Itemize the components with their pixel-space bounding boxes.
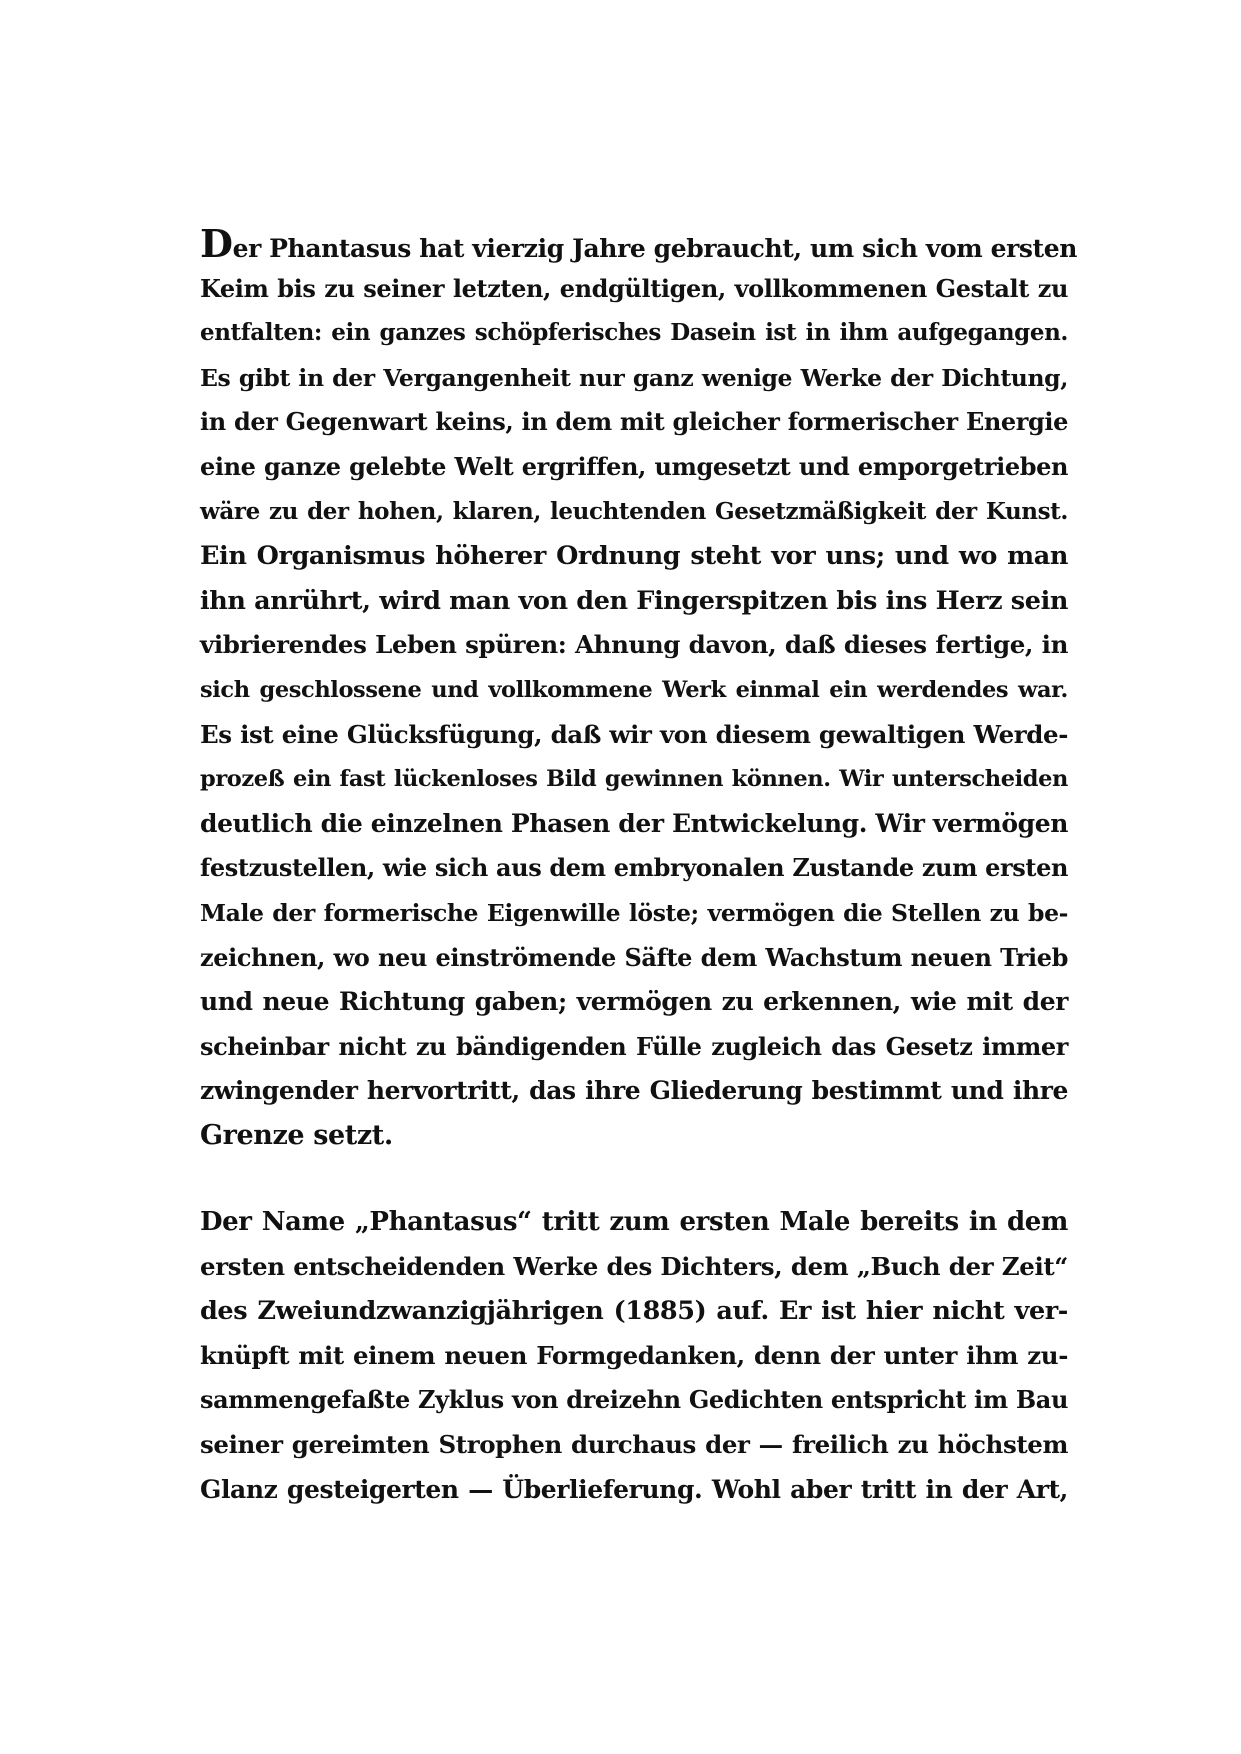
text-line: Ein Organismus höherer Ordnung steht vor uns; und wo man xyxy=(200,541,1068,572)
text-line: sich geschlossene und vollkommene Werk einmal ein werdendes war. xyxy=(200,676,1068,703)
text-line: vibrierendes Leben spüren: Ahnung davon, daß dieses fertige, in xyxy=(200,630,1068,660)
text-line: ersten entscheidenden Werke des Dichters, dem „Buch der Zeit“ xyxy=(200,1251,1068,1281)
text-line: in der Gegenwart keins, in dem mit gleicher formerischer Energie xyxy=(200,407,1068,437)
paragraph-2 xyxy=(200,1200,1068,1512)
text-line: scheinbar nicht zu bändigenden Fülle zugleich das Gesetz immer xyxy=(200,1031,1068,1061)
text-line: Grenze setzt. xyxy=(200,1119,393,1151)
text-line: festzustellen, wie sich aus dem embryonalen Zustande zum ersten xyxy=(200,853,1068,883)
text-line: Glanz gesteigerten — Überlieferung. Wohl aber tritt in der Art, xyxy=(200,1474,1068,1504)
text-line: prozeß ein fast lückenloses Bild gewinnen können. Wir unterscheiden xyxy=(200,766,1068,793)
text-line: zwingender hervortritt, das ihre Gliederung bestimmt und ihre xyxy=(200,1076,1068,1106)
text-line: Der Name „Phantasus“ tritt zum ersten Male bereits in dem xyxy=(200,1207,1068,1237)
text-line: Der Phantasus hat vierzig Jahre gebraucht, um sich vom ersten xyxy=(200,221,1077,266)
text-line: wäre zu der hohen, klaren, leuchtenden Gesetzmäßigkeit der Kunst. xyxy=(200,497,1068,525)
text-line: des Zweiundzwanzigjährigen (1885) auf. Er ist hier nicht ver- xyxy=(200,1296,1068,1327)
text-line: seiner gereimten Strophen durchaus der — freilich zu höchstem xyxy=(200,1429,1068,1459)
text-line: zeichnen, wo neu einströmende Säfte dem Wachstum neuen Trieb xyxy=(200,942,1068,972)
text-line: und neue Richtung gaben; vermögen zu erkennen, wie mit der xyxy=(200,987,1068,1017)
text-line: ihn anrührt, wird man von den Fingerspitzen bis ins Herz sein xyxy=(200,585,1068,616)
text-line: deutlich die einzelnen Phasen der Entwickelung. Wir vermögen xyxy=(200,808,1068,838)
text-line: sammengefaßte Zyklus von dreizehn Gedichten entspricht im Bau xyxy=(200,1385,1068,1415)
text-line: Male der formerische Eigenwille löste; vermögen die Stellen zu be- xyxy=(200,898,1068,927)
text-line: Es ist eine Glücksfügung, daß wir von diesem gewaltigen Werde- xyxy=(200,719,1068,749)
text-line: Es gibt in der Vergangenheit nur ganz wenige Werke der Dichtung, xyxy=(200,363,1068,392)
text-line: Keim bis zu seiner letzten, endgültigen, vollkommenen Gestalt zu xyxy=(200,273,1068,303)
text-line: eine ganze gelebte Welt ergriffen, umgesetzt und emporgetrieben xyxy=(200,451,1068,481)
text-line: entfalten: ein ganzes schöpferisches Dasein ist in ihm aufgegangen. xyxy=(200,319,1068,347)
text-line: knüpft mit einem neuen Formgedanken, denn der unter ihm zu- xyxy=(200,1340,1068,1370)
paragraph-1 xyxy=(200,221,1077,1158)
